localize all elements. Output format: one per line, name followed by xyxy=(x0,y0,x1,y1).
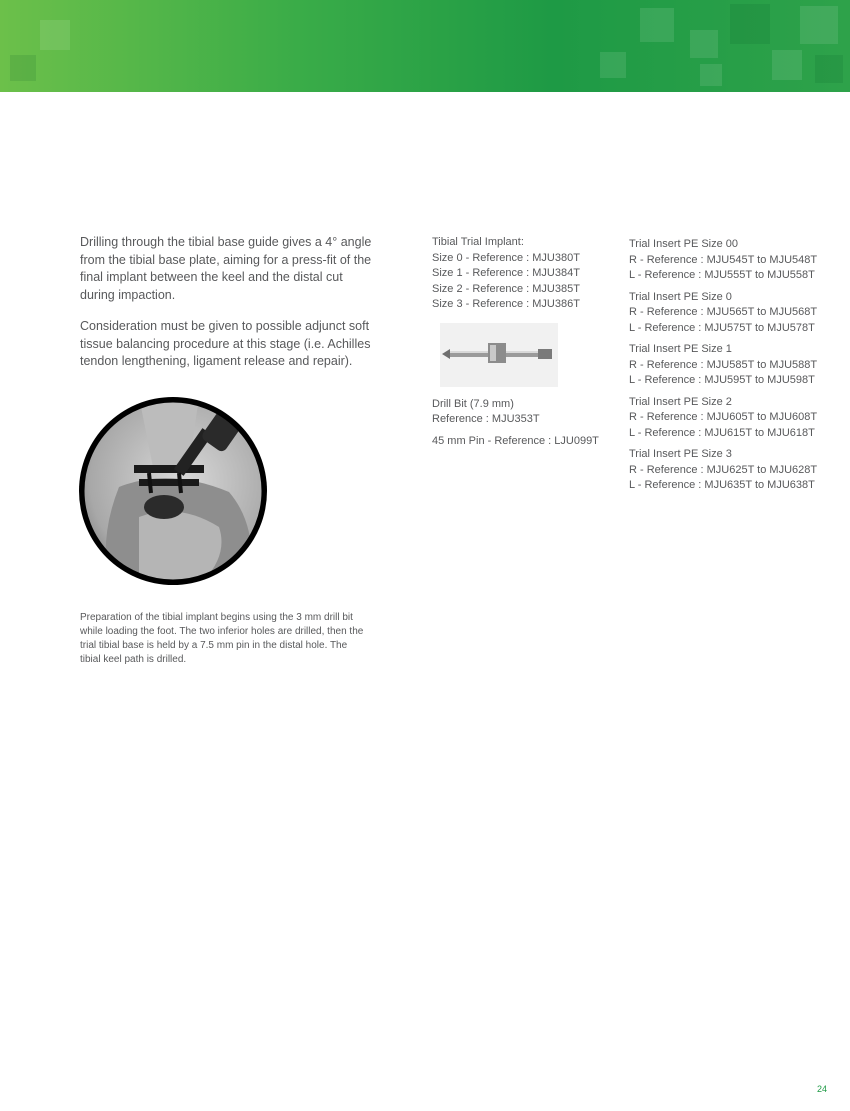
tibial-trial-heading: Tibial Trial Implant: xyxy=(432,236,524,248)
trial-insert-right: R - Reference : MJU605T to MJU608T xyxy=(629,411,818,423)
drill-bit-heading: Drill Bit (7.9 mm) xyxy=(432,397,514,410)
trial-insert-list xyxy=(629,237,844,500)
trial-insert-left: L - Reference : MJU575T to MJU578T xyxy=(629,321,815,334)
drill-bit-block xyxy=(432,397,612,428)
trial-insert-left: L - Reference : MJU615T to MJU618T xyxy=(629,426,815,439)
xray-image xyxy=(79,397,267,585)
trial-insert-left: L - Reference : MJU595T to MJU598T xyxy=(629,374,815,386)
trial-insert-left: L - Reference : MJU555T to MJU558T xyxy=(629,269,815,281)
tibial-trial-line: Size 3 - Reference : MJU386T xyxy=(432,298,580,310)
trial-insert-heading: Trial Insert PE Size 1 xyxy=(629,343,732,355)
drill-bit-reference: Reference : MJU353T xyxy=(432,413,540,425)
instrument-list xyxy=(432,235,612,455)
trial-insert-block xyxy=(629,237,844,284)
tibial-trial-line: Size 2 - Reference : MJU385T xyxy=(432,282,580,295)
trial-insert-right: R - Reference : MJU585T to MJU588T xyxy=(629,358,818,371)
drill-bit-image xyxy=(440,323,558,387)
pin-reference: 45 mm Pin - Reference : LJU099T xyxy=(432,434,599,447)
body-paragraph: Drilling through the tibial base guide gives a 4° angle from the tibial base plate, aiming for a press-fit of the final implant between the keel and the distal cut during impaction. xyxy=(80,235,372,302)
drill-bit-illustration xyxy=(440,323,558,387)
trial-insert-right: R - Reference : MJU545T to MJU548T xyxy=(629,253,818,266)
trial-insert-block xyxy=(629,447,844,494)
trial-insert-heading: Trial Insert PE Size 3 xyxy=(629,448,732,460)
trial-insert-heading: Trial Insert PE Size 00 xyxy=(629,238,739,250)
trial-insert-heading: Trial Insert PE Size 2 xyxy=(629,395,732,408)
body-text-column xyxy=(80,234,375,385)
trial-insert-left: L - Reference : MJU635T to MJU638T xyxy=(629,479,815,491)
pin-block xyxy=(432,434,612,450)
body-paragraph: Consideration must be given to possible adjunct soft tissue balancing procedure at this stage (i.e. Achilles tendon lengthening, ligament release and repair). xyxy=(80,319,371,368)
trial-insert-block xyxy=(629,395,844,442)
page-number: 24 xyxy=(817,1084,828,1094)
trial-insert-right: R - Reference : MJU565T to MJU568T xyxy=(629,306,818,318)
tibial-trial-line: Size 1 - Reference : MJU384T xyxy=(432,267,580,279)
tibial-trial-line: Size 0 - Reference : MJU380T xyxy=(432,251,580,264)
xray-illustration xyxy=(79,397,267,585)
trial-insert-heading: Trial Insert PE Size 0 xyxy=(629,290,732,303)
trial-insert-block xyxy=(629,342,844,389)
trial-insert-right: R - Reference : MJU625T to MJU628T xyxy=(629,463,818,476)
trial-insert-block xyxy=(629,290,844,337)
header-banner xyxy=(0,0,850,92)
tibial-trial-block xyxy=(432,235,612,313)
figure-caption: Preparation of the tibial implant begins using the 3 mm drill bit while loading the foot. The two inferior holes are drilled, then the trial tibial base is held by a 7.5 mm pin in the distal hole. The tibial keel path is drilled. xyxy=(80,612,364,665)
